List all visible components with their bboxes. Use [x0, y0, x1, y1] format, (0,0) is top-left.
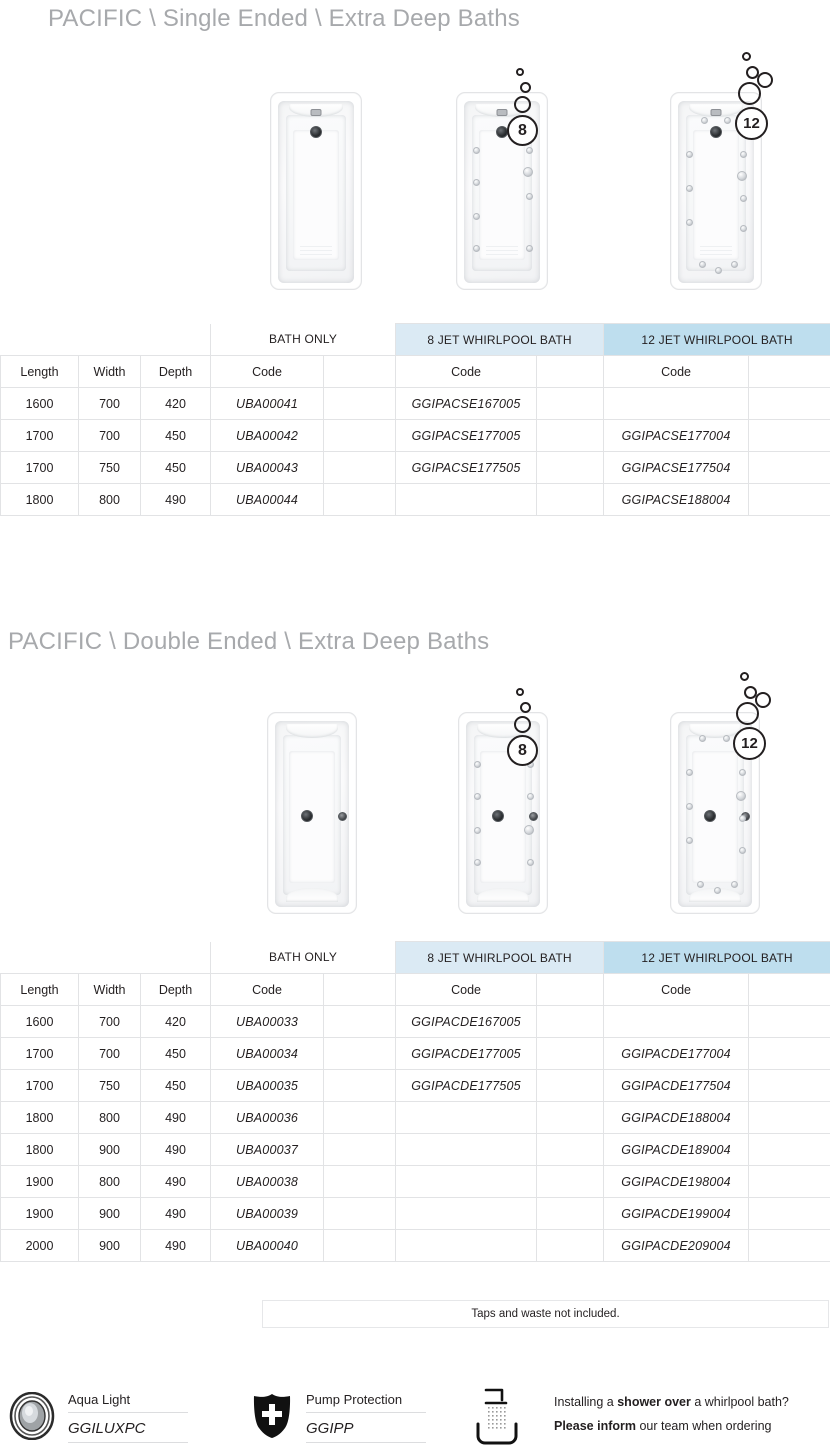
overflow-plate	[711, 109, 722, 116]
cell-empty	[749, 1230, 830, 1262]
cell-empty	[749, 484, 830, 516]
jet-nozzle	[524, 825, 534, 835]
cell-empty	[324, 1230, 396, 1262]
cell-dimension: 1800	[1, 484, 79, 516]
jet-nozzle	[697, 881, 704, 888]
jet-nozzle	[686, 837, 693, 844]
bath-antislip-ridges	[300, 246, 332, 256]
jet-nozzle	[699, 735, 706, 742]
shower-line1-post: a whirlpool bath?	[690, 1395, 789, 1409]
cell-dimension: 700	[79, 388, 141, 420]
footer-option-text	[68, 1392, 188, 1443]
bubble-icon	[516, 688, 524, 696]
cell-dimension: 700	[79, 1038, 141, 1070]
bath-antislip-ridges	[486, 246, 518, 256]
cell-dimension: 900	[79, 1230, 141, 1262]
table-row	[1, 1006, 830, 1038]
group-8-jet: 8 JET WHIRLPOOL BATH	[396, 324, 604, 356]
cell-empty	[324, 1070, 396, 1102]
table-group-header-row	[1, 324, 830, 356]
cell-dimension: 450	[141, 420, 211, 452]
group-12-jet: 12 JET WHIRLPOOL BATH	[604, 324, 830, 356]
jet-nozzle	[474, 761, 481, 768]
cell-product-code: GGIPACDE177505	[396, 1070, 537, 1102]
table-row	[1, 1134, 830, 1166]
spec-table-double-ended	[0, 941, 830, 1262]
taps-waste-note-text: Taps and waste not included.	[471, 1308, 620, 1320]
cell-empty	[537, 1038, 604, 1070]
cell-empty	[537, 484, 604, 516]
bubble-icon	[757, 72, 773, 88]
table-row	[1, 1070, 830, 1102]
col-header-spacer-2	[537, 974, 604, 1006]
cell-dimension: 1600	[1, 388, 79, 420]
cell-dimension: 1700	[1, 1070, 79, 1102]
jet-nozzle	[474, 827, 481, 834]
jet-nozzle	[739, 815, 746, 822]
shower-line2-bold: Please inform	[554, 1419, 636, 1434]
jet-nozzle	[473, 245, 480, 252]
cell-product-code: UBA00039	[211, 1198, 324, 1230]
table-row	[1, 1166, 830, 1198]
cell-dimension: 490	[141, 484, 211, 516]
cell-product-code: GGIPACDE177004	[604, 1038, 749, 1070]
bubble-icon	[514, 96, 531, 113]
jet-nozzle	[473, 179, 480, 186]
cell-dimension: 700	[79, 1006, 141, 1038]
cell-empty	[396, 1102, 537, 1134]
col-header-width: Width	[79, 356, 141, 388]
cell-empty	[537, 1166, 604, 1198]
cell-empty	[324, 484, 396, 516]
cell-dimension: 490	[141, 1230, 211, 1262]
jet-count-label: 8	[507, 115, 538, 146]
jet-nozzle	[686, 219, 693, 226]
col-header-length: Length	[1, 356, 79, 388]
cell-dimension: 450	[141, 452, 211, 484]
bath-illustration	[270, 92, 362, 290]
product-8-jet-single[interactable]	[456, 92, 548, 290]
cell-empty	[749, 1038, 830, 1070]
spec-table-single-ended	[0, 323, 830, 516]
jet-nozzle	[731, 881, 738, 888]
aqua-light-icon	[8, 1392, 56, 1440]
bubble-icon	[520, 702, 531, 713]
bubble-icon	[520, 82, 531, 93]
jet-count-label: 8	[507, 735, 538, 766]
col-header-code-8-jet: Code	[396, 356, 537, 388]
footer-shower-notice	[472, 1384, 789, 1448]
cell-empty	[537, 1230, 604, 1262]
bath-illustration	[267, 712, 357, 914]
jet-nozzle	[526, 193, 533, 200]
col-header-code-12-jet: Code	[604, 356, 749, 388]
cell-empty	[537, 420, 604, 452]
cell-empty	[396, 1230, 537, 1262]
overflow-plate	[338, 812, 347, 821]
cell-empty	[324, 1134, 396, 1166]
group-bath-only: BATH ONLY	[211, 942, 396, 974]
waste-outlet	[310, 126, 322, 138]
cell-empty	[537, 388, 604, 420]
product-bath-only-single[interactable]	[270, 92, 362, 290]
jet-nozzle	[699, 261, 706, 268]
cell-dimension: 420	[141, 388, 211, 420]
cell-product-code: GGIPACSE177005	[396, 420, 537, 452]
cell-product-code: GGIPACSE167005	[396, 388, 537, 420]
cell-product-code: GGIPACDE177504	[604, 1070, 749, 1102]
aqua-light-label: Aqua Light	[68, 1392, 188, 1413]
cell-empty	[324, 1102, 396, 1134]
cell-dimension: 1700	[1, 452, 79, 484]
cell-product-code: GGIPACDE188004	[604, 1102, 749, 1134]
footer-option-aqua-light[interactable]	[8, 1392, 188, 1443]
jet-nozzle	[686, 151, 693, 158]
bath-floor	[293, 130, 340, 259]
col-header-spacer-3	[749, 356, 830, 388]
cell-empty	[396, 1134, 537, 1166]
cell-empty	[396, 1166, 537, 1198]
cell-empty	[749, 1198, 830, 1230]
col-header-spacer-2	[537, 356, 604, 388]
table-column-header-row	[1, 974, 830, 1006]
cell-empty	[537, 1134, 604, 1166]
cell-product-code: GGIPACDE199004	[604, 1198, 749, 1230]
jet-count-label: 12	[733, 727, 766, 760]
jet-count-badge-12	[730, 44, 810, 164]
jet-nozzle	[686, 769, 693, 776]
group-blank	[1, 324, 211, 356]
product-8-jet-double[interactable]	[458, 712, 548, 914]
cell-empty	[749, 1134, 830, 1166]
cell-dimension: 1700	[1, 1038, 79, 1070]
cell-empty	[604, 388, 749, 420]
cell-product-code: GGIPACDE177005	[396, 1038, 537, 1070]
overflow-plate	[311, 109, 322, 116]
cell-empty	[749, 420, 830, 452]
page-title-single-ended: PACIFIC \ Single Ended \ Extra Deep Baths	[48, 5, 520, 32]
cell-empty	[749, 1166, 830, 1198]
group-12-jet: 12 JET WHIRLPOOL BATH	[604, 942, 830, 974]
col-header-code-12-jet: Code	[604, 974, 749, 1006]
bubble-icon	[738, 82, 761, 105]
cell-empty	[537, 452, 604, 484]
cell-product-code: UBA00033	[211, 1006, 324, 1038]
waste-outlet	[301, 810, 313, 822]
jet-nozzle	[714, 887, 721, 894]
cell-dimension: 900	[79, 1134, 141, 1166]
cell-empty	[749, 388, 830, 420]
spec-table-double-ended-wrap	[0, 941, 830, 1262]
cell-empty	[537, 1198, 604, 1230]
cell-product-code: UBA00038	[211, 1166, 324, 1198]
cell-empty	[604, 1006, 749, 1038]
cell-product-code: GGIPACDE167005	[396, 1006, 537, 1038]
jet-nozzle	[473, 147, 480, 154]
shower-notice-line-2	[554, 1414, 789, 1438]
col-header-code-8-jet: Code	[396, 974, 537, 1006]
cell-product-code: UBA00044	[211, 484, 324, 516]
pump-protection-label: Pump Protection	[306, 1392, 426, 1413]
cell-dimension: 490	[141, 1166, 211, 1198]
cell-dimension: 490	[141, 1198, 211, 1230]
cell-empty	[324, 420, 396, 452]
jet-nozzle	[523, 167, 533, 177]
cell-empty	[749, 1102, 830, 1134]
cell-empty	[324, 1038, 396, 1070]
jet-nozzle	[740, 195, 747, 202]
col-header-length: Length	[1, 974, 79, 1006]
shower-line1-pre: Installing a	[554, 1395, 618, 1409]
col-header-code-bath-only: Code	[211, 974, 324, 1006]
jet-nozzle	[686, 185, 693, 192]
cell-product-code: UBA00037	[211, 1134, 324, 1166]
bubble-icon	[742, 52, 751, 61]
shower-notice-text	[554, 1390, 789, 1439]
cell-dimension: 1800	[1, 1134, 79, 1166]
cell-empty	[749, 452, 830, 484]
footer-option-pump-protection[interactable]	[250, 1392, 426, 1443]
table-row	[1, 1230, 830, 1262]
cell-dimension: 450	[141, 1070, 211, 1102]
group-bath-only: BATH ONLY	[211, 324, 396, 356]
col-header-spacer-3	[749, 974, 830, 1006]
jet-nozzle	[526, 245, 533, 252]
jet-nozzle	[736, 791, 746, 801]
group-8-jet: 8 JET WHIRLPOOL BATH	[396, 942, 604, 974]
cell-product-code: GGIPACSE177505	[396, 452, 537, 484]
cell-dimension: 1800	[1, 1102, 79, 1134]
shower-line1-bold: shower over	[617, 1395, 691, 1409]
cell-product-code: UBA00036	[211, 1102, 324, 1134]
jet-nozzle	[731, 261, 738, 268]
cell-empty	[396, 484, 537, 516]
cell-dimension: 1900	[1, 1198, 79, 1230]
table-row	[1, 1198, 830, 1230]
pump-protection-code: GGIPP	[306, 1413, 426, 1443]
jet-count-label: 12	[735, 107, 768, 140]
cell-product-code: GGIPACSE177504	[604, 452, 749, 484]
product-12-jet-single[interactable]	[670, 92, 762, 290]
jet-nozzle	[527, 859, 534, 866]
jet-nozzle	[701, 117, 708, 124]
table-row	[1, 452, 830, 484]
bubble-icon	[514, 716, 531, 733]
footer-option-text	[306, 1392, 426, 1443]
group-blank	[1, 942, 211, 974]
cell-dimension: 800	[79, 1166, 141, 1198]
cell-dimension: 490	[141, 1102, 211, 1134]
bath-antislip-ridges	[700, 246, 732, 256]
waste-outlet	[710, 126, 722, 138]
spec-table-single-ended-wrap	[0, 323, 830, 516]
col-header-code-bath-only: Code	[211, 356, 324, 388]
table-row	[1, 388, 830, 420]
col-header-spacer-1	[324, 974, 396, 1006]
jet-nozzle	[527, 793, 534, 800]
table-body-double-ended	[1, 1006, 830, 1262]
page-title-double-ended: PACIFIC \ Double Ended \ Extra Deep Baths	[8, 628, 490, 655]
bath-headrest-bottom	[477, 888, 530, 902]
cell-dimension: 490	[141, 1134, 211, 1166]
cell-dimension: 420	[141, 1006, 211, 1038]
product-bath-only-double[interactable]	[267, 712, 357, 914]
jet-count-badge-8	[504, 52, 574, 162]
overflow-plate	[529, 812, 538, 821]
bubble-icon	[736, 702, 759, 725]
aqua-light-code: GGILUXPC	[68, 1413, 188, 1443]
shower-notice-line-1	[554, 1390, 789, 1414]
col-header-spacer-1	[324, 356, 396, 388]
cell-product-code: UBA00035	[211, 1070, 324, 1102]
col-header-width: Width	[79, 974, 141, 1006]
cell-empty	[324, 452, 396, 484]
jet-count-badge-8	[504, 672, 574, 782]
shower-over-bath-icon	[472, 1384, 530, 1448]
jet-nozzle	[715, 267, 722, 274]
cell-empty	[324, 388, 396, 420]
jet-nozzle	[473, 213, 480, 220]
cell-dimension: 750	[79, 1070, 141, 1102]
cell-product-code: GGIPACSE188004	[604, 484, 749, 516]
waste-outlet	[704, 810, 716, 822]
jet-nozzle	[740, 225, 747, 232]
table-row	[1, 1102, 830, 1134]
jet-nozzle	[474, 859, 481, 866]
cell-empty	[324, 1166, 396, 1198]
taps-waste-note	[262, 1300, 829, 1328]
cell-dimension: 1900	[1, 1166, 79, 1198]
jet-nozzle	[686, 803, 693, 810]
table-row	[1, 420, 830, 452]
cell-dimension: 450	[141, 1038, 211, 1070]
cell-product-code: UBA00034	[211, 1038, 324, 1070]
cell-dimension: 1700	[1, 420, 79, 452]
table-group-header-row	[1, 942, 830, 974]
cell-product-code: GGIPACDE209004	[604, 1230, 749, 1262]
jet-nozzle	[474, 793, 481, 800]
table-column-header-row	[1, 356, 830, 388]
table-row	[1, 1038, 830, 1070]
cell-dimension: 700	[79, 420, 141, 452]
cell-empty	[396, 1198, 537, 1230]
bubble-icon	[740, 672, 749, 681]
cell-product-code: GGIPACDE189004	[604, 1134, 749, 1166]
cell-product-code: GGIPACDE198004	[604, 1166, 749, 1198]
jet-nozzle	[737, 171, 747, 181]
cell-empty	[537, 1006, 604, 1038]
col-header-depth: Depth	[141, 356, 211, 388]
cell-product-code: UBA00041	[211, 388, 324, 420]
bath-headrest-bottom	[286, 888, 339, 902]
cell-product-code: GGIPACSE177004	[604, 420, 749, 452]
cell-product-code: UBA00040	[211, 1230, 324, 1262]
waste-outlet	[492, 810, 504, 822]
cell-product-code: UBA00043	[211, 452, 324, 484]
shower-line2-post: our team when ordering	[635, 1419, 772, 1434]
cell-dimension: 900	[79, 1198, 141, 1230]
table-row	[1, 484, 830, 516]
cell-dimension: 800	[79, 484, 141, 516]
cell-empty	[749, 1006, 830, 1038]
jet-count-badge-12	[728, 664, 808, 784]
cell-dimension: 800	[79, 1102, 141, 1134]
col-header-depth: Depth	[141, 974, 211, 1006]
cell-empty	[749, 1070, 830, 1102]
table-body-single-ended	[1, 388, 830, 516]
bubble-icon	[516, 68, 524, 76]
product-12-jet-double[interactable]	[670, 712, 760, 914]
cell-dimension: 1600	[1, 1006, 79, 1038]
jet-nozzle	[739, 847, 746, 854]
cell-empty	[537, 1102, 604, 1134]
cell-empty	[537, 1070, 604, 1102]
pump-protection-shield-icon	[250, 1392, 294, 1440]
cell-dimension: 2000	[1, 1230, 79, 1262]
bubble-icon	[755, 692, 771, 708]
cell-dimension: 750	[79, 452, 141, 484]
cell-empty	[324, 1006, 396, 1038]
cell-empty	[324, 1198, 396, 1230]
cell-product-code: UBA00042	[211, 420, 324, 452]
